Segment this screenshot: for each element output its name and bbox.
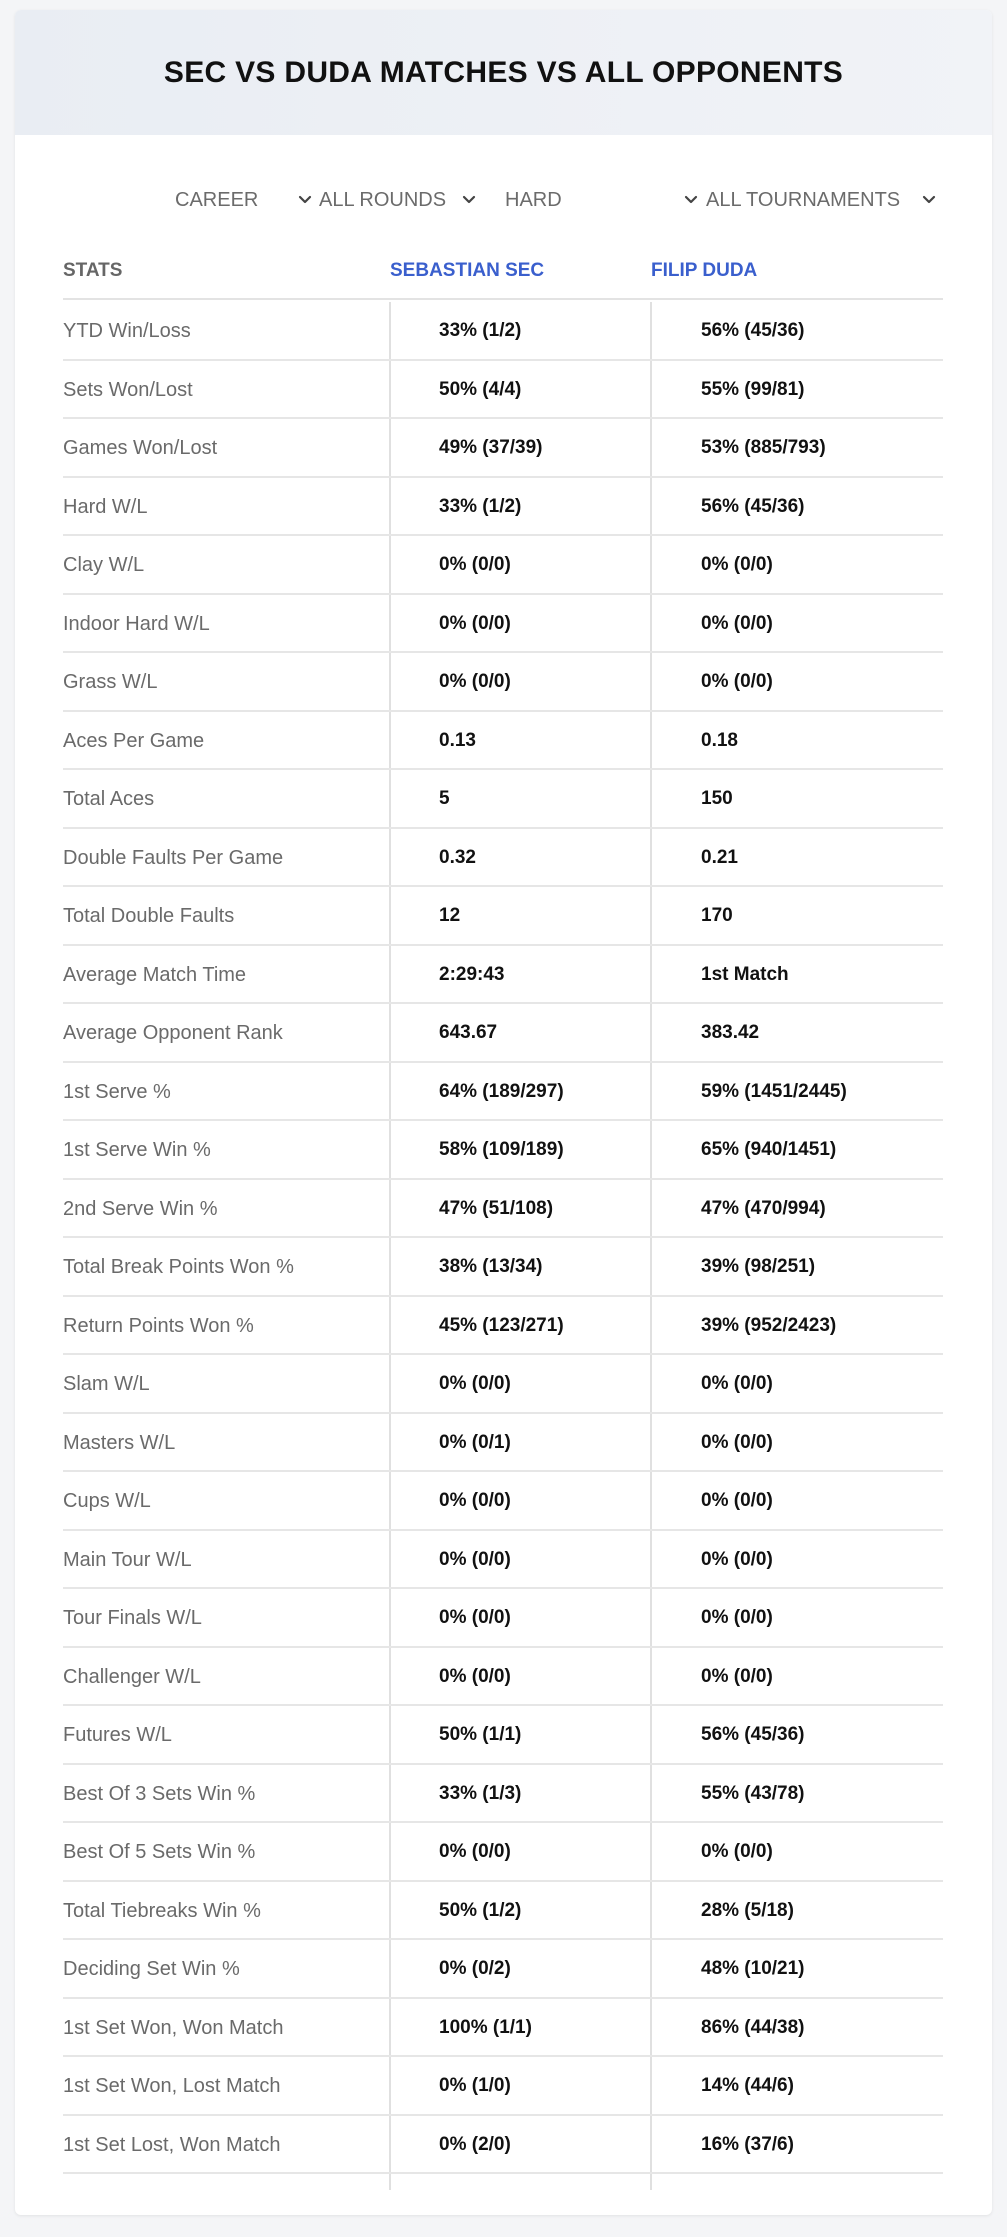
player2-stat-value: 0% (0/0) bbox=[701, 671, 773, 692]
stat-label: Challenger W/L bbox=[63, 1665, 201, 1688]
table-row bbox=[63, 1999, 943, 2058]
player2-stat-value: 0.21 bbox=[701, 846, 738, 868]
table-row bbox=[63, 1238, 943, 1297]
player2-stat-value: 47% (470/994) bbox=[701, 1197, 826, 1219]
chevron-down-icon bbox=[683, 192, 699, 208]
player2-stat-value: 0% (0/0) bbox=[701, 1373, 773, 1394]
stat-label: Indoor Hard W/L bbox=[63, 612, 210, 635]
table-row bbox=[63, 361, 943, 420]
player1-stat-value: 0% (0/0) bbox=[439, 1490, 511, 1511]
stat-label: Total Tiebreaks Win % bbox=[63, 1899, 261, 1922]
filter-surface-label: HARD bbox=[505, 188, 562, 211]
player2-stat-value: 28% (5/18) bbox=[701, 1899, 794, 1921]
filter-career-dropdown[interactable] bbox=[175, 180, 315, 220]
stat-label: Sets Won/Lost bbox=[63, 378, 193, 401]
stat-label: 1st Set Won, Lost Match bbox=[63, 2075, 281, 2097]
player2-stat-value: 39% (952/2423) bbox=[701, 1314, 837, 1336]
player1-stat-value: 33% (1/3) bbox=[439, 1782, 522, 1804]
player1-stat-value: 47% (51/108) bbox=[439, 1197, 554, 1219]
player1-stat-value: 100% (1/1) bbox=[439, 2016, 532, 2038]
player1-stat-value: 58% (109/189) bbox=[439, 1139, 564, 1160]
stat-label: YTD Win/Loss bbox=[63, 320, 191, 342]
player1-stat-value: 12 bbox=[439, 905, 461, 926]
player1-stat-value: 0% (0/0) bbox=[439, 1665, 511, 1687]
player2-stat-value: 86% (44/38) bbox=[701, 2016, 805, 2038]
table-row bbox=[63, 1706, 943, 1765]
table-row bbox=[63, 2116, 943, 2175]
table-row bbox=[63, 595, 943, 654]
player1-stat-value: 0% (0/0) bbox=[439, 1373, 511, 1394]
stat-label: 1st Serve % bbox=[63, 1080, 171, 1103]
table-row bbox=[63, 1414, 943, 1473]
player1-stat-value: 33% (1/2) bbox=[439, 320, 522, 341]
table-row bbox=[63, 1297, 943, 1356]
player1-stat-value: 0% (0/1) bbox=[439, 1431, 511, 1453]
stat-label: Main Tour W/L bbox=[63, 1548, 192, 1571]
table-row bbox=[63, 419, 943, 478]
table-row bbox=[63, 1531, 943, 1590]
player2-stat-value: 48% (10/21) bbox=[701, 1958, 805, 1979]
stat-label: Deciding Set Win % bbox=[63, 1958, 240, 1980]
player2-stat-value: 150 bbox=[701, 788, 733, 809]
player2-stat-value: 170 bbox=[701, 905, 733, 926]
stat-label: Games Won/Lost bbox=[63, 437, 218, 459]
player1-stat-value: 0.13 bbox=[439, 729, 476, 751]
page-title: SEC VS DUDA MATCHES VS ALL OPPONENTS bbox=[163, 55, 844, 89]
player2-stat-value: 0.18 bbox=[701, 729, 738, 751]
stat-label: Total Aces bbox=[63, 788, 155, 810]
table-row bbox=[63, 653, 943, 712]
table-row bbox=[63, 1940, 943, 1999]
player1-stat-value: 0% (0/0) bbox=[439, 1841, 511, 1862]
stat-label: Average Opponent Rank bbox=[63, 1022, 283, 1044]
player1-stat-value: 50% (4/4) bbox=[439, 378, 522, 400]
player1-stat-value: 0% (1/0) bbox=[439, 2075, 511, 2096]
player2-stat-value: 14% (44/6) bbox=[701, 2075, 794, 2096]
table-row bbox=[63, 712, 943, 771]
table-row bbox=[63, 1063, 943, 1122]
player1-stat-value: 0.32 bbox=[439, 846, 476, 868]
table-row bbox=[63, 1180, 943, 1239]
player2-stat-value: 56% (45/36) bbox=[701, 1724, 805, 1745]
player1-stat-value: 50% (1/2) bbox=[439, 1899, 522, 1921]
player2-stat-value: 0% (0/0) bbox=[701, 1607, 773, 1628]
chevron-down-icon bbox=[297, 192, 313, 208]
player2-stat-value: 1st Match bbox=[701, 963, 789, 985]
table-row bbox=[63, 1589, 943, 1648]
stat-label: Hard W/L bbox=[63, 495, 148, 518]
filter-tournaments-dropdown[interactable] bbox=[706, 180, 946, 220]
player2-stat-value: 0% (0/0) bbox=[701, 554, 773, 575]
stat-label: Best Of 5 Sets Win % bbox=[63, 1841, 256, 1863]
table-row bbox=[63, 1355, 943, 1414]
table-row bbox=[63, 946, 943, 1005]
player2-stat-value: 0% (0/0) bbox=[701, 1431, 773, 1453]
player2-stat-value: 0% (0/0) bbox=[701, 1841, 773, 1862]
player1-stat-value: 45% (123/271) bbox=[439, 1314, 564, 1336]
stats-card bbox=[15, 10, 992, 2215]
player2-stat-value: 59% (1451/2445) bbox=[701, 1080, 847, 1102]
player1-stat-value: 38% (13/34) bbox=[439, 1256, 543, 1277]
stats-column-header: STATS bbox=[63, 260, 123, 281]
stat-label: Futures W/L bbox=[63, 1724, 172, 1746]
table-row bbox=[63, 1121, 943, 1180]
table-row bbox=[63, 478, 943, 537]
player1-stat-value: 2:29:43 bbox=[439, 963, 505, 985]
stats-table-body bbox=[63, 302, 943, 2174]
player1-stat-value: 33% (1/2) bbox=[439, 495, 522, 517]
player2-stat-value: 53% (885/793) bbox=[701, 437, 826, 458]
card-header bbox=[15, 10, 992, 135]
player1-stat-value: 0% (0/0) bbox=[439, 554, 511, 575]
player2-stat-value: 55% (43/78) bbox=[701, 1782, 805, 1804]
player1-stat-value: 0% (0/2) bbox=[439, 1958, 511, 1979]
stat-label: Masters W/L bbox=[63, 1431, 176, 1454]
table-row bbox=[63, 770, 943, 829]
stat-label: Cups W/L bbox=[63, 1490, 151, 1512]
player1-stat-value: 0% (0/0) bbox=[439, 612, 511, 634]
chevron-down-icon bbox=[921, 192, 937, 208]
filter-bar bbox=[15, 180, 992, 220]
player2-stat-value: 0% (0/0) bbox=[701, 1548, 773, 1570]
filter-surface-dropdown[interactable] bbox=[505, 180, 705, 220]
table-row bbox=[63, 536, 943, 595]
stat-label: 1st Set Won, Won Match bbox=[63, 2016, 284, 2039]
stat-label: Clay W/L bbox=[63, 554, 145, 576]
stat-label: 1st Serve Win % bbox=[63, 1139, 211, 1161]
table-row bbox=[63, 1882, 943, 1941]
player2-stat-value: 65% (940/1451) bbox=[701, 1139, 837, 1160]
stat-label: Best Of 3 Sets Win % bbox=[63, 1782, 256, 1805]
player2-stat-value: 0% (0/0) bbox=[701, 1490, 773, 1511]
stat-label: 1st Set Lost, Won Match bbox=[63, 2133, 281, 2156]
stats-table-header bbox=[63, 245, 943, 300]
player2-stat-value: 16% (37/6) bbox=[701, 2133, 794, 2155]
stat-label: Tour Finals W/L bbox=[63, 1607, 202, 1629]
filter-career-label: CAREER bbox=[175, 188, 259, 211]
stat-label: Aces Per Game bbox=[63, 729, 205, 752]
player2-stat-value: 39% (98/251) bbox=[701, 1256, 816, 1277]
player2-stat-value: 383.42 bbox=[701, 1022, 760, 1043]
player2-name-link[interactable]: FILIP DUDA bbox=[651, 260, 758, 281]
stat-label: Total Double Faults bbox=[63, 905, 235, 927]
filter-rounds-dropdown[interactable] bbox=[319, 180, 489, 220]
stat-label: Return Points Won % bbox=[63, 1314, 254, 1337]
table-row bbox=[63, 887, 943, 946]
stat-label: Average Match Time bbox=[63, 963, 247, 986]
table-row bbox=[63, 302, 943, 361]
table-row bbox=[63, 2057, 943, 2116]
player1-stat-value: 64% (189/297) bbox=[439, 1080, 564, 1102]
player1-stat-value: 643.67 bbox=[439, 1022, 498, 1043]
stat-label: Grass W/L bbox=[63, 671, 158, 693]
player2-stat-value: 55% (99/81) bbox=[701, 378, 805, 400]
player1-stat-value: 0% (0/0) bbox=[439, 1548, 511, 1570]
stat-label: Total Break Points Won % bbox=[63, 1256, 294, 1278]
player1-name-link[interactable]: SEBASTIAN SEC bbox=[390, 260, 545, 281]
player1-stat-value: 5 bbox=[439, 788, 450, 809]
chevron-down-icon bbox=[461, 192, 477, 208]
table-row bbox=[63, 1765, 943, 1824]
player2-stat-value: 0% (0/0) bbox=[701, 612, 773, 634]
table-row bbox=[63, 1823, 943, 1882]
filter-tournaments-label: ALL TOURNAMENTS bbox=[706, 188, 901, 211]
stat-label: 2nd Serve Win % bbox=[63, 1197, 218, 1220]
filter-rounds-label: ALL ROUNDS bbox=[319, 188, 447, 211]
player2-stat-value: 56% (45/36) bbox=[701, 495, 805, 517]
player1-stat-value: 0% (0/0) bbox=[439, 1607, 511, 1628]
player2-stat-value: 56% (45/36) bbox=[701, 320, 805, 341]
stat-label: Double Faults Per Game bbox=[63, 846, 284, 869]
player1-stat-value: 0% (0/0) bbox=[439, 671, 511, 692]
player1-stat-value: 49% (37/39) bbox=[439, 437, 543, 458]
player1-stat-value: 0% (2/0) bbox=[439, 2133, 511, 2155]
player1-stat-value: 50% (1/1) bbox=[439, 1724, 522, 1745]
table-row bbox=[63, 1004, 943, 1063]
stat-label: Slam W/L bbox=[63, 1373, 150, 1395]
table-row bbox=[63, 1648, 943, 1707]
table-row bbox=[63, 829, 943, 888]
table-row bbox=[63, 1472, 943, 1531]
player2-stat-value: 0% (0/0) bbox=[701, 1665, 773, 1687]
